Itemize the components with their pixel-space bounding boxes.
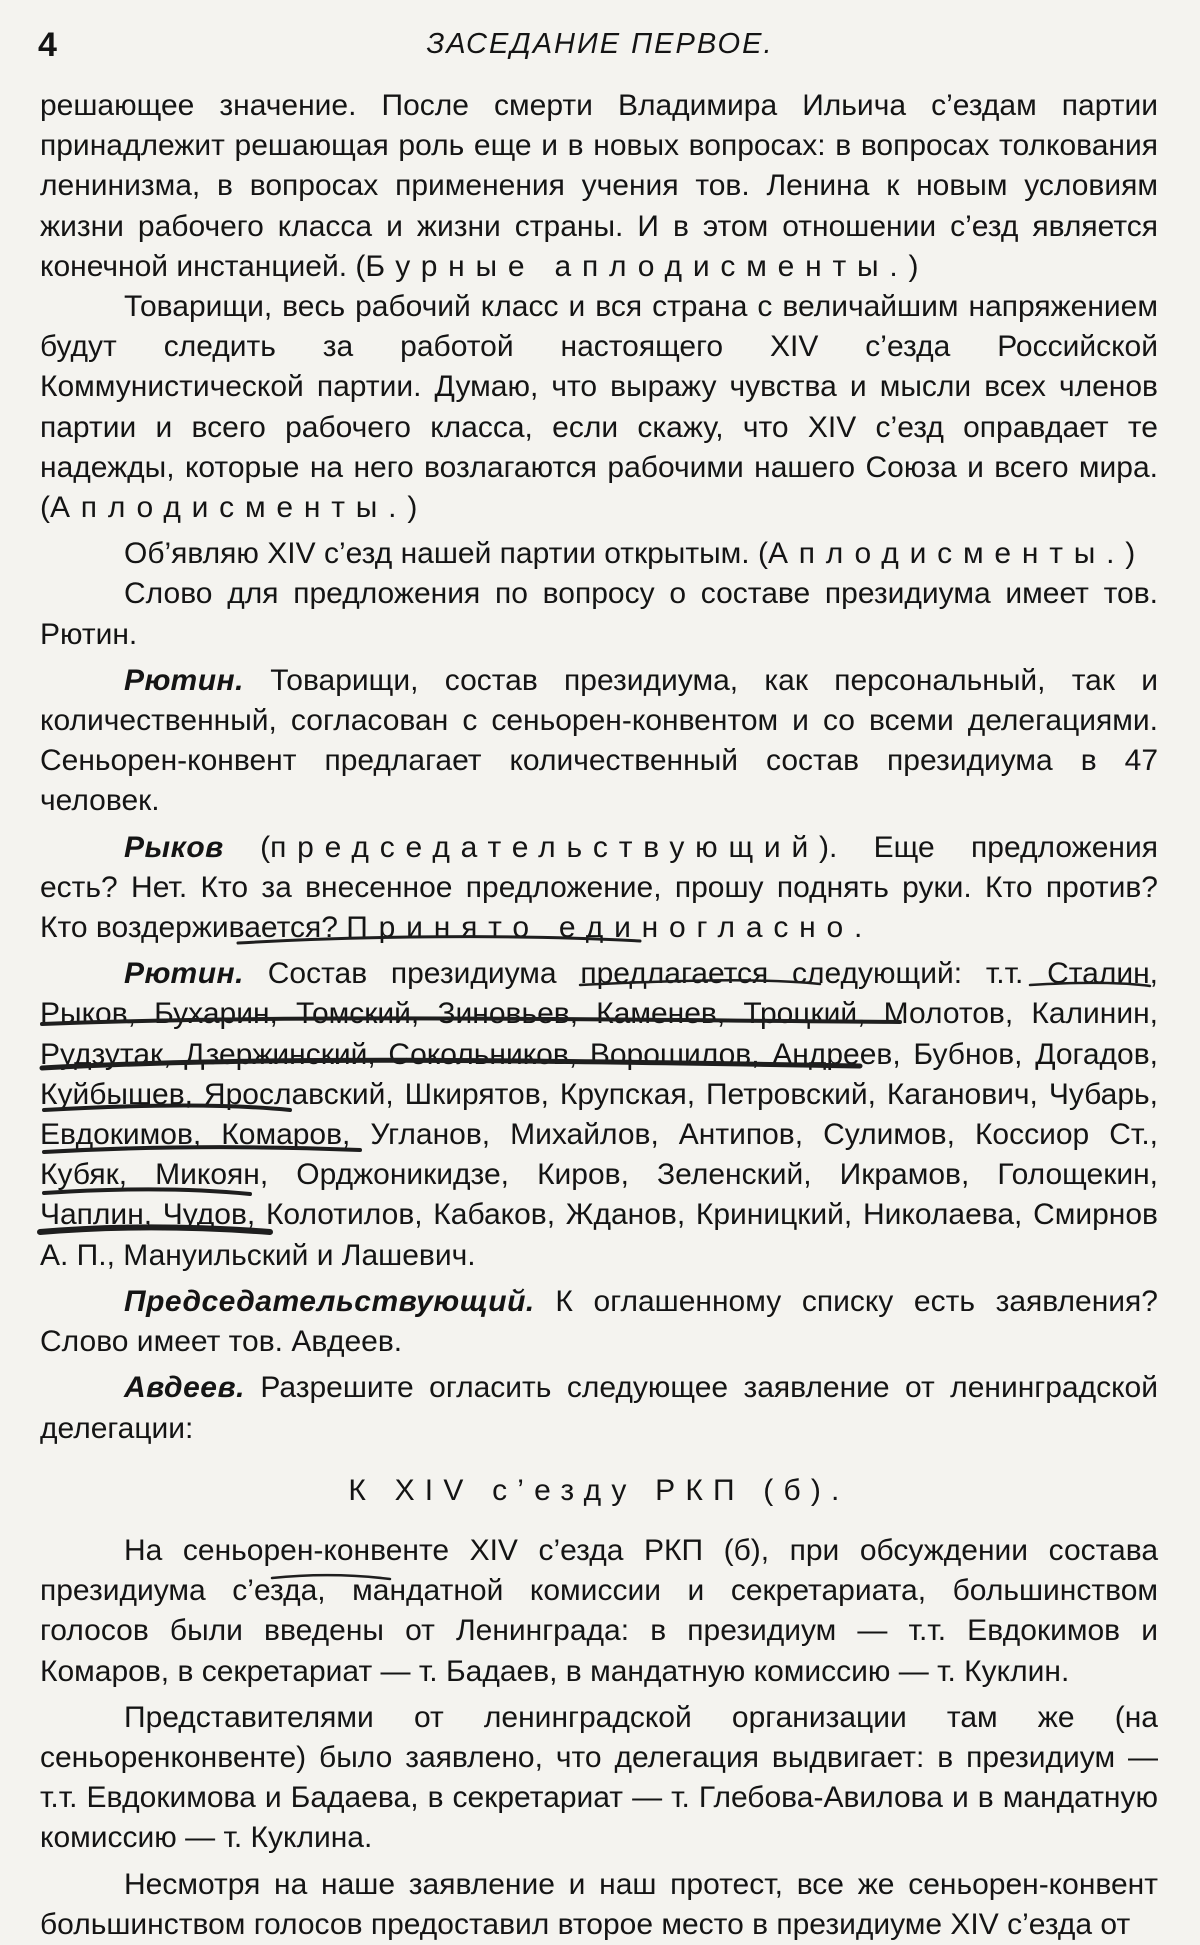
speaker-name: Рютин. <box>124 663 245 697</box>
paragraph-floor-given: Слово для предложения по вопросу о составе президиума имеет тов. Рютин. <box>40 577 1158 651</box>
text-run: ( <box>223 830 271 864</box>
speaker-role: председательствующий <box>270 830 820 864</box>
text-run: ) <box>908 249 919 283</box>
text-run: Товарищи, весь рабочий класс и вся страна с величайшим напряжением будут следить за работой настоящего XIV с’езда Российской Коммунистической партии. Думаю, что выражу чувства и мысли всех членов партии и всего рабочего класса, если скажу, что XIV с’езд оправдает те надежды, которые на него возлагаются рабочими нашего Союза и всего мира. ( <box>40 290 1158 525</box>
running-head: ЗАСЕДАНИЕ ПЕРВОЕ. <box>426 28 774 60</box>
paragraph-avdeev <box>40 1368 1158 1448</box>
paragraph-closing-speech <box>40 86 1158 287</box>
text-run: Разрешите огласить следующее заявление от ленинградской делегации: <box>40 1371 1158 1445</box>
paragraph-chair-asks <box>40 1282 1158 1362</box>
text-run: ) <box>1125 537 1136 571</box>
paragraph-rykov-vote <box>40 828 1158 949</box>
paragraph-statement-1: На сеньорен-конвенте XIV с’езда РКП (б), при обсуждении состава президиума с’езда, мандатной комиссии и секретариата, большинством голосов были введены от Ленинграда: в президиум — т.т. Евдокимов и Комаров, в секретариат — т. Бадаев, в мандатную комиссию — т. Куклин. <box>40 1533 1158 1688</box>
paragraph-statement-3: Несмотря на наше заявление и наш протест, все же сеньорен-конвент большинством голосов предоставил второе место в президиуме XIV с’езда от <box>40 1867 1158 1941</box>
speaker-name: Авдеев. <box>124 1371 245 1405</box>
paragraph-comrades <box>40 287 1158 528</box>
page-header <box>0 22 1200 68</box>
paragraph-presidium-list <box>40 954 1158 1276</box>
text-run: К оглашенному списку есть заявления? Слово имеет тов. Авдеев. <box>40 1284 1158 1359</box>
page-number: 4 <box>38 26 57 64</box>
text-run: ) <box>407 491 418 525</box>
statement-title: К XIV с’езду РКП (б). <box>348 1473 850 1507</box>
text-run: Товарищи, состав президиума, как персональный, так и количественный, согласован с сеньорен-конвентом и со всеми делегациями. Сеньорен-конвент предлагает количественный состав президиума в 47 человек. <box>40 663 1158 818</box>
stage-direction: Аплодисменты. <box>50 491 408 525</box>
text-run: ). Еще предложения есть? Нет. Кто за внесенное предложение, прошу поднять руки. Кто против? Кто воздерживается? <box>40 830 1158 945</box>
speaker-name: Председательствующий. <box>124 1284 535 1318</box>
body-text <box>40 86 1158 1945</box>
vote-result: Принято единогласно. <box>346 911 874 945</box>
speaker-name: Рыков <box>124 830 224 864</box>
text-run: Об’являю XIV с’езд нашей партии открытым. ( <box>124 537 768 571</box>
paragraph-ryutin-proposal <box>40 661 1158 822</box>
text-run: Состав президиума предлагается следующий: т.т. Сталин, Рыков, Бухарин, Томский, Зиновьев, Каменев, Троцкий, Молотов, Калинин, Рудзутак, Дзержинский, Сокольников, Ворошилов, Андреев, Бубнов, Догадов, Куйбышев, Ярославский, Шкирятов, Крупская, Петровский, Каганович, Чубарь, Евдокимов, Комаров, Угланов, Михайлов, Антипов, Сулимов, Коссиор Ст., Кубяк, Микоян, Орджоникидзе, Киров, Зеленский, Икрамов, Голощекин, Чаплин, Чудов, Колотилов, Кабаков, Жданов, Криницкий, Николаева, Смирнов А. П., Мануильский и Лашевич. <box>40 957 1158 1272</box>
stage-direction: Аплодисменты. <box>767 537 1126 571</box>
paragraph-statement-2: Представителями от ленинградской организации там же (на сеньоренконвенте) было заявлено, что делегация выдвигает: в президиум — т.т. Евдокимова и Бадаева, в секретариат — т. Глебова-Авилова и в мандатную комиссию — т. Куклина. <box>40 1700 1158 1855</box>
speaker-name: Рютин. <box>124 957 245 991</box>
text-run: решающее значение. После смерти Владимира Ильича с’ездам партии принадлежит решающая роль еще и в новых вопросах: в вопросах толкования ленинизма, в вопросах применения учения тов. Ленина к новым условиям жизни рабочего класса и жизни страны. И в этом отношении с’езд является конечной инстанцией. ( <box>40 89 1158 283</box>
paragraph-opening-declaration <box>40 534 1158 574</box>
stage-direction: Бурные аплодисменты. <box>365 249 909 283</box>
